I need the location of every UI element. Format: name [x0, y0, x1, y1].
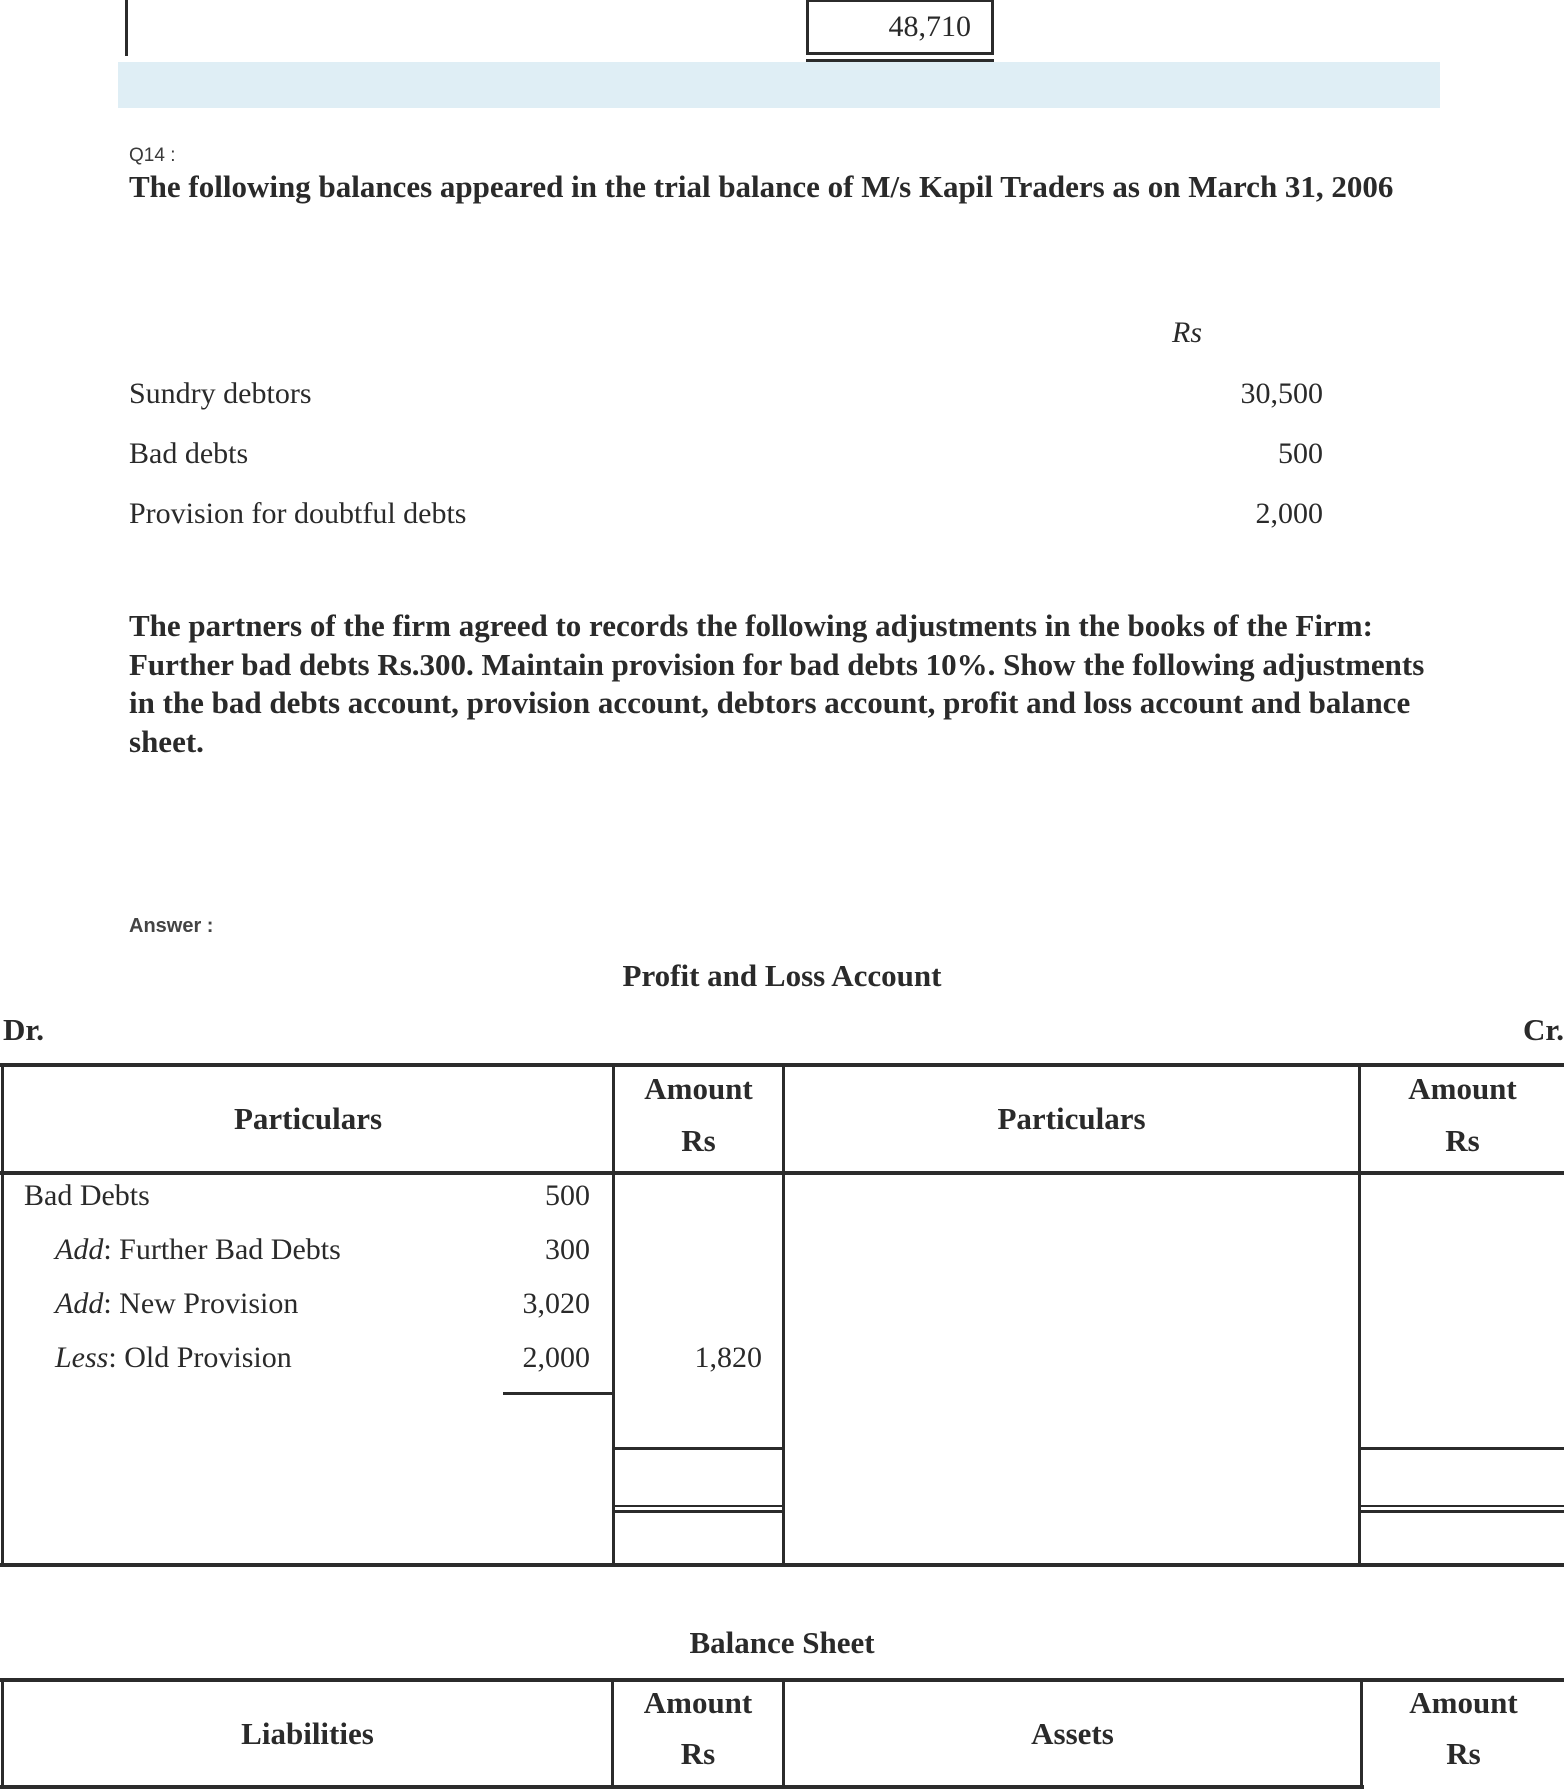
row-label: Add: Further Bad Debts: [55, 1233, 341, 1266]
subtotal-underline: [503, 1392, 613, 1395]
header-amount-cr-unit: Rs: [1445, 1123, 1480, 1158]
currency-header: Rs: [1172, 316, 1202, 349]
row-label: Bad Debts: [24, 1179, 150, 1212]
header-liabilities: Liabilities: [241, 1716, 374, 1751]
section-separator-band: [118, 62, 1440, 108]
total-double-line-cr: [1361, 1510, 1564, 1513]
total-line-cr: [1361, 1447, 1564, 1450]
balance-item: Provision for doubtful debts: [129, 497, 467, 530]
adjustments-text: The partners of the firm agreed to records the following adjustments in the books of the Firm: Further bad debts Rs.300. Maintain provision for bad debts 10%. Show the following adjustments in the bad debts account, provision account, debtors account, profit and loss account and balance sheet.: [129, 608, 1425, 759]
row-inner-amount: 2,000: [522, 1341, 590, 1374]
question-intro: The following balances appeared in the trial balance of M/s Kapil Traders as on March 31, 2006: [129, 169, 1394, 204]
header-assets: Assets: [1031, 1716, 1114, 1751]
row-inner-amount: 500: [545, 1179, 590, 1212]
header-amount-dr: Amount: [644, 1071, 753, 1106]
header-amount-dr-unit: Rs: [681, 1123, 716, 1158]
total-double-line-cr: [1361, 1505, 1564, 1507]
answer-label: Answer :: [129, 915, 214, 937]
debit-label: Dr.: [3, 1012, 45, 1047]
total-double-line-dr: [615, 1505, 782, 1507]
balance-amount: 30,500: [1240, 377, 1323, 410]
header-amount-assets: Amount: [1409, 1685, 1518, 1720]
row-inner-amount: 3,020: [522, 1287, 590, 1320]
previous-table-border: [125, 0, 128, 56]
balance-sheet-title: Balance Sheet: [689, 1625, 875, 1660]
previous-table-total: 48,710: [806, 0, 994, 55]
header-amount-cr: Amount: [1408, 1071, 1517, 1106]
total-line-dr: [615, 1447, 782, 1450]
balance-row: [129, 377, 1323, 411]
total-double-line-dr: [615, 1510, 782, 1513]
header-amount-assets-unit: Rs: [1446, 1736, 1481, 1771]
row-inner-amount: 300: [545, 1233, 590, 1266]
credit-label: Cr.: [1522, 1012, 1564, 1047]
header-amount-liabilities-unit: Rs: [680, 1736, 716, 1771]
question-label: Q14 :: [129, 145, 176, 166]
row-amount: 1,820: [694, 1341, 762, 1374]
balance-amount: 2,000: [1255, 497, 1323, 530]
header-particulars-dr: Particulars: [233, 1101, 383, 1136]
header-amount-liabilities: Amount: [643, 1685, 753, 1720]
row-label: Less: Old Provision: [55, 1341, 292, 1374]
balance-row: [129, 437, 1323, 471]
pl-account-title: Profit and Loss Account: [622, 958, 942, 993]
balance-item: Sundry debtors: [129, 377, 312, 410]
header-bottom-border: [0, 1785, 1364, 1789]
header-particulars-cr: Particulars: [997, 1101, 1146, 1136]
row-label: Add: New Provision: [55, 1287, 299, 1320]
balance-item: Bad debts: [129, 437, 249, 470]
balance-amount: 500: [1278, 437, 1323, 470]
balance-row: [129, 497, 1323, 531]
